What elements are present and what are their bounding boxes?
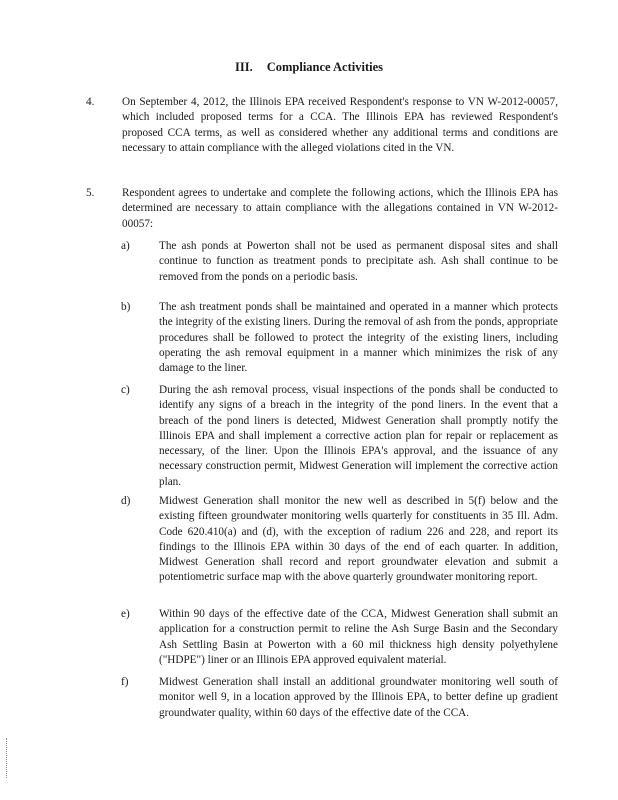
subitem-label: d) [121,495,131,507]
subitem-label: f) [121,676,129,688]
subitem-b [121,300,558,376]
margin-mark [6,738,9,778]
section-title: Compliance Activities [266,60,384,74]
paragraph-number: 4. [86,96,95,108]
subitem-f [121,675,558,721]
section-heading [0,60,618,75]
subitem-d [121,494,558,586]
subitem-text: Midwest Generation shall monitor the new well as described in 5(f) below and the existing fifteen groundwater monitoring wells quarterly for constituents in 35 Ill. Adm. Code 620.410(a) and (d), with the exception of radium 226 and 228, and report its findings to the Illinois EPA within 30 days of the end of each quarter. In addition, Midwest Generation shall record and report groundwater elevation and submit a potentiometric surface map with the above quarterly groundwater monitoring report. [159,495,558,584]
subitem-a [121,239,558,285]
subitem-label: b) [121,301,131,313]
subitem-text: Midwest Generation shall install an additional groundwater monitoring well south of monitor well 9, in a location approved by the Illinois EPA, to better define up gradient groundwater quality, within 60 days of the effective date of the CCA. [159,676,558,719]
paragraph-text: Respondent agrees to undertake and complete the following actions, which the Illinois EPA has determined are necessary to attain compliance with the allegations contained in VN W-2012-00057: [122,187,558,230]
subitem-label: e) [121,608,130,620]
subitem-text: Within 90 days of the effective date of the CCA, Midwest Generation shall submit an application for a construction permit to reline the Ash Surge Basin and the Secondary Ash Settling Basin at Powerton with a 60 mil thickness high density polyethylene ("HDPE") liner or an Illinois EPA approved equivalent material. [159,608,558,666]
subitem-label: a) [121,240,130,252]
paragraph-number: 5. [86,187,95,199]
subitem-c [121,383,558,490]
subitem-text: The ash treatment ponds shall be maintained and operated in a manner which protects the integrity of the existing liners. During the removal of ash from the ponds, appropriate procedures shall be followed to protect the integrity of the existing liners, including operating the ash removal equipment in a manner which minimizes the risk of any damage to the liner. [159,301,558,375]
paragraph-5 [86,186,558,232]
subitem-text: During the ash removal process, visual inspections of the ponds shall be conducted to identify any signs of a breach in the integrity of the pond liners. In the event that a breach of the pond liners is detected, Midwest Generation shall promptly notify the Illinois EPA and shall implement a corrective action plan for repair or replacement as necessary, of the liner. Upon the Illinois EPA's approval, and the issuance of any necessary construction permit, Midwest Generation will implement the corrective action plan. [159,384,558,488]
subitem-e [121,607,558,668]
paragraph-4 [86,95,558,156]
section-number: III. [234,60,253,74]
subitem-label: c) [121,384,130,396]
paragraph-text: On September 4, 2012, the Illinois EPA received Respondent's response to VN W-2012-00057, which included proposed terms for a CCA. The Illinois EPA has reviewed Respondent's proposed CCA terms, as well as considered whether any additional terms and conditions are necessary to attain compliance with the alleged violations cited in the VN. [122,96,558,154]
subitem-text: The ash ponds at Powerton shall not be used as permanent disposal sites and shall continue to function as treatment ponds to precipitate ash. Ash shall continue to be removed from the ponds on a periodic basis. [159,240,558,283]
